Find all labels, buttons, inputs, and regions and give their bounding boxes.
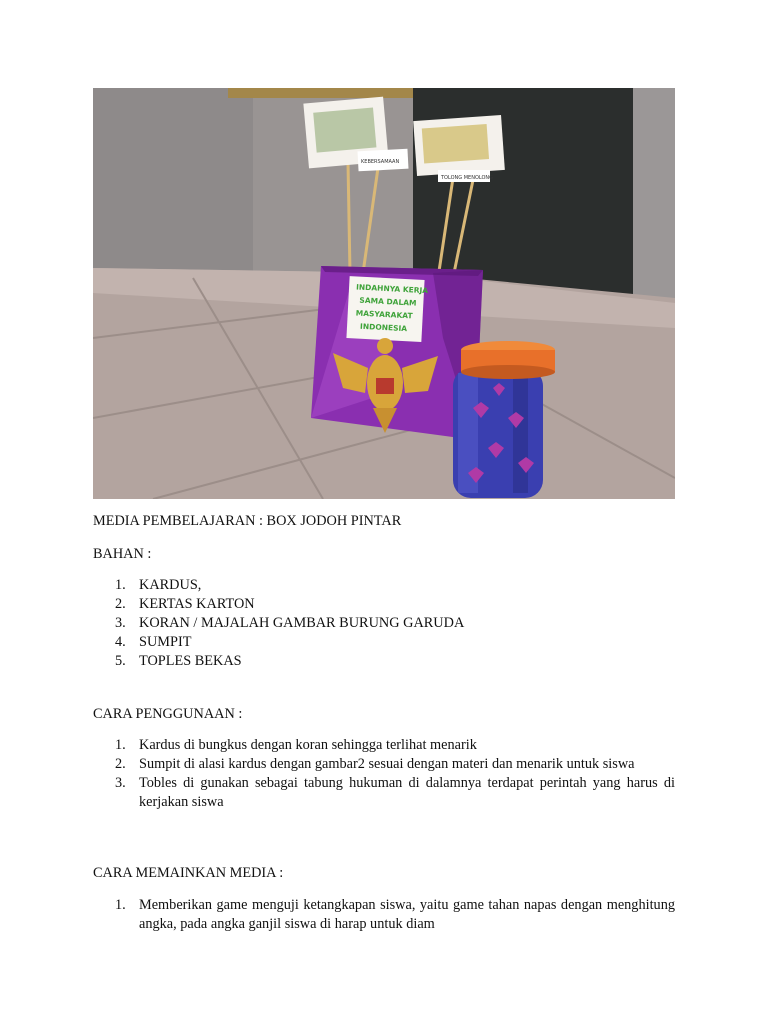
box-label-line3: MASYARAKAT bbox=[355, 308, 413, 321]
item-number: 2. bbox=[115, 596, 126, 612]
list-item bbox=[93, 595, 675, 614]
cara-list bbox=[93, 736, 675, 812]
item-text: Memberikan game menguji ketangkapan siswa, yaitu game tahan napas dengan menghitung angka, pada angka ganjil siswa di harap untuk diam bbox=[139, 897, 675, 932]
item-number: 2. bbox=[115, 756, 126, 772]
item-text: Kardus di bungkus dengan koran sehingga terlihat menarik bbox=[139, 737, 477, 753]
sign-left-text: KEBERSAMAAN bbox=[361, 159, 400, 165]
list-item bbox=[93, 576, 675, 595]
media-title: MEDIA PEMBELAJARAN : BOX JODOH PINTAR bbox=[93, 513, 402, 529]
item-number: 3. bbox=[115, 615, 126, 631]
item-number: 1. bbox=[115, 737, 126, 753]
item-number: 5. bbox=[115, 653, 126, 669]
sign-right-text: TOLONG MENOLONG bbox=[441, 175, 494, 181]
box-label-line1: INDAHNYA KERJA bbox=[355, 282, 429, 296]
item-text: KORAN / MAJALAH GAMBAR BURUNG GARUDA bbox=[139, 615, 465, 631]
item-text: TOPLES BEKAS bbox=[139, 653, 242, 669]
item-text: SUMPIT bbox=[139, 634, 192, 650]
bahan-list bbox=[93, 576, 675, 671]
list-item bbox=[93, 633, 675, 652]
item-text: KARDUS, bbox=[139, 577, 202, 593]
box-label-line4: INDONESIA bbox=[359, 321, 408, 334]
main-heading: CARA MEMAINKAN MEDIA : bbox=[93, 865, 284, 881]
media-photo bbox=[93, 88, 675, 499]
item-text: Tobles di gunakan sebagai tabung hukuman di dalamnya terdapat perintah yang harus di kerjakan siswa bbox=[139, 775, 675, 810]
list-item bbox=[93, 736, 675, 755]
list-item bbox=[93, 896, 675, 934]
list-item bbox=[93, 755, 675, 774]
cara-heading: CARA PENGGUNAAN : bbox=[93, 706, 243, 722]
item-number: 1. bbox=[115, 897, 126, 913]
bahan-heading: BAHAN : bbox=[93, 546, 152, 562]
box-label-line2: SAMA DALAM bbox=[359, 295, 417, 308]
list-item bbox=[93, 652, 675, 671]
item-number: 3. bbox=[115, 775, 126, 791]
item-number: 4. bbox=[115, 634, 126, 650]
list-item bbox=[93, 614, 675, 633]
item-number: 1. bbox=[115, 577, 126, 593]
item-text: Sumpit di alasi kardus dengan gambar2 sesuai dengan materi dan menarik untuk siswa bbox=[139, 756, 635, 772]
item-text: KERTAS KARTON bbox=[139, 596, 255, 612]
list-item bbox=[93, 774, 675, 812]
main-list bbox=[93, 896, 675, 934]
photo-illustration bbox=[93, 88, 675, 499]
